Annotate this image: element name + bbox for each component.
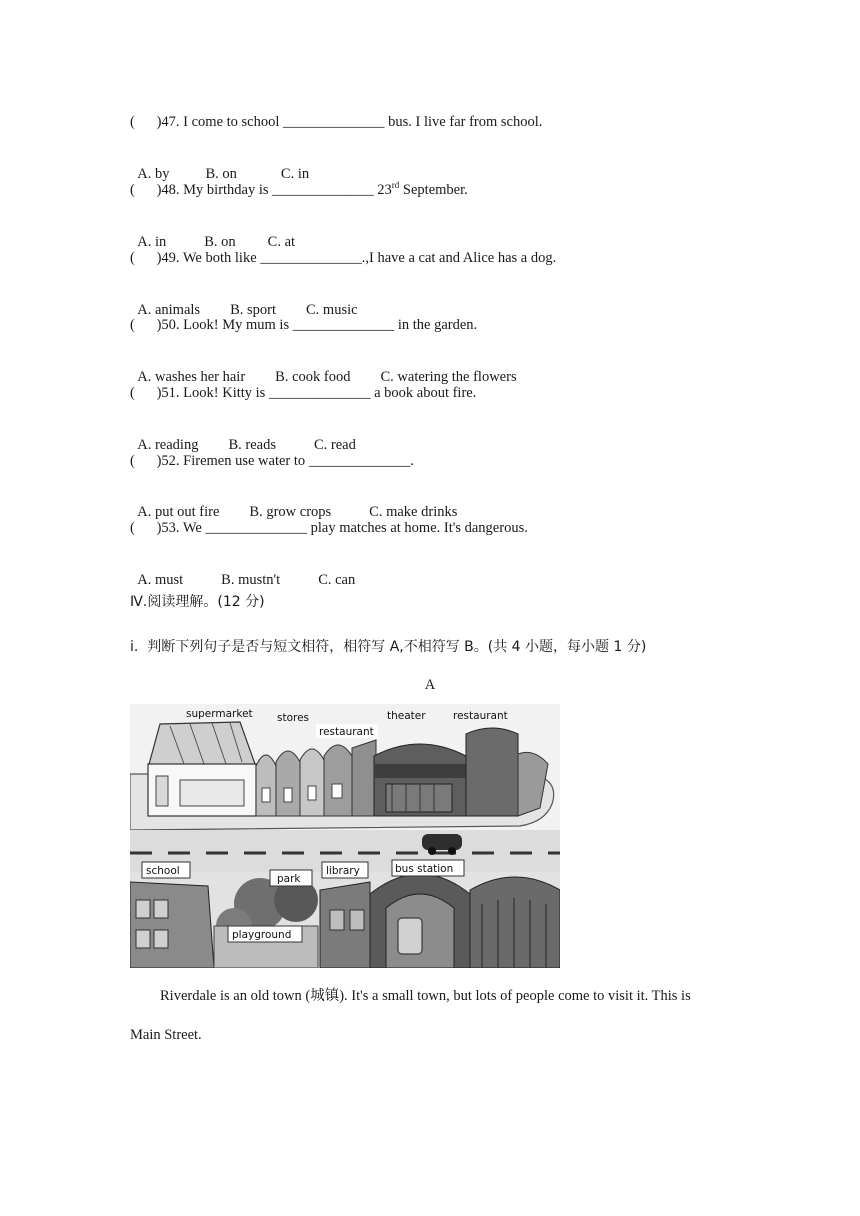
instruction: i. 判断下列句子是否与短文相符，相符写 A,不相符写 B。(共 4 小题，每小题 1 分) (130, 639, 647, 655)
passage (130, 977, 730, 1015)
option-b: B. on (205, 166, 237, 182)
options-50 (130, 350, 517, 386)
passage-line-1: Riverdale is an old town (城镇). It's a small town, but lots of people come to visit it. This is (160, 988, 691, 1004)
option-c: C. make drinks (369, 504, 458, 520)
option-b: B. mustn't (221, 572, 281, 588)
question-50: ( )50. Look! My mum is ______________ in the garden. (130, 317, 478, 333)
option-c: C. in (280, 166, 310, 182)
question-52: ( )52. Firemen use water to ______________. (130, 453, 414, 469)
label-restaurant-1: restaurant (319, 726, 374, 738)
option-c: C. read (313, 437, 356, 453)
option-c: C. at (267, 234, 296, 250)
option-c: C. can (318, 572, 356, 588)
option-a: A. washes her hair (137, 369, 246, 385)
option-b: B. sport (230, 302, 276, 318)
option-a: A. in (137, 234, 167, 250)
label-school: school (146, 865, 180, 877)
options-51 (130, 418, 356, 454)
label-library: library (326, 865, 360, 877)
option-b: B. grow crops (249, 504, 332, 520)
question-48: ( )48. My birthday is ______________ 23rd September. (130, 180, 468, 198)
label-playground: playground (232, 929, 292, 941)
option-c: C. watering the flowers (380, 369, 517, 385)
option-b: B. reads (228, 437, 276, 453)
options-53 (130, 553, 355, 589)
option-c: C. music (306, 302, 358, 318)
label-supermarket: supermarket (186, 708, 253, 720)
option-a: A. put out fire (137, 504, 220, 520)
option-a: A. by (137, 166, 170, 182)
question-51: ( )51. Look! Kitty is ______________ a book about fire. (130, 385, 477, 401)
options-47 (130, 147, 309, 183)
options-52 (130, 485, 457, 521)
passage-label: A (424, 677, 436, 693)
option-a: A. must (137, 572, 184, 588)
question-49: ( )49. We both like ______________.,I have a cat and Alice has a dog. (130, 250, 557, 266)
town-map-illustration (130, 704, 560, 968)
label-park: park (277, 873, 301, 885)
label-restaurant-2: restaurant (453, 710, 508, 722)
option-b: B. cook food (275, 369, 351, 385)
label-bus-station: bus station (395, 863, 454, 875)
options-48 (130, 215, 295, 251)
question-47: ( )47. I come to school ______________ bus. I live far from school. (130, 114, 543, 130)
option-b: B. on (204, 234, 236, 250)
section-title: Ⅳ.阅读理解。(12 分) (130, 594, 265, 610)
passage-line-2: Main Street. (130, 1027, 202, 1043)
option-a: A. animals (137, 302, 201, 318)
label-stores: stores (277, 712, 310, 724)
options-49 (130, 283, 358, 319)
option-a: A. reading (137, 437, 199, 453)
question-53: ( )53. We ______________ play matches at home. It's dangerous. (130, 520, 528, 536)
label-theater: theater (387, 710, 426, 722)
